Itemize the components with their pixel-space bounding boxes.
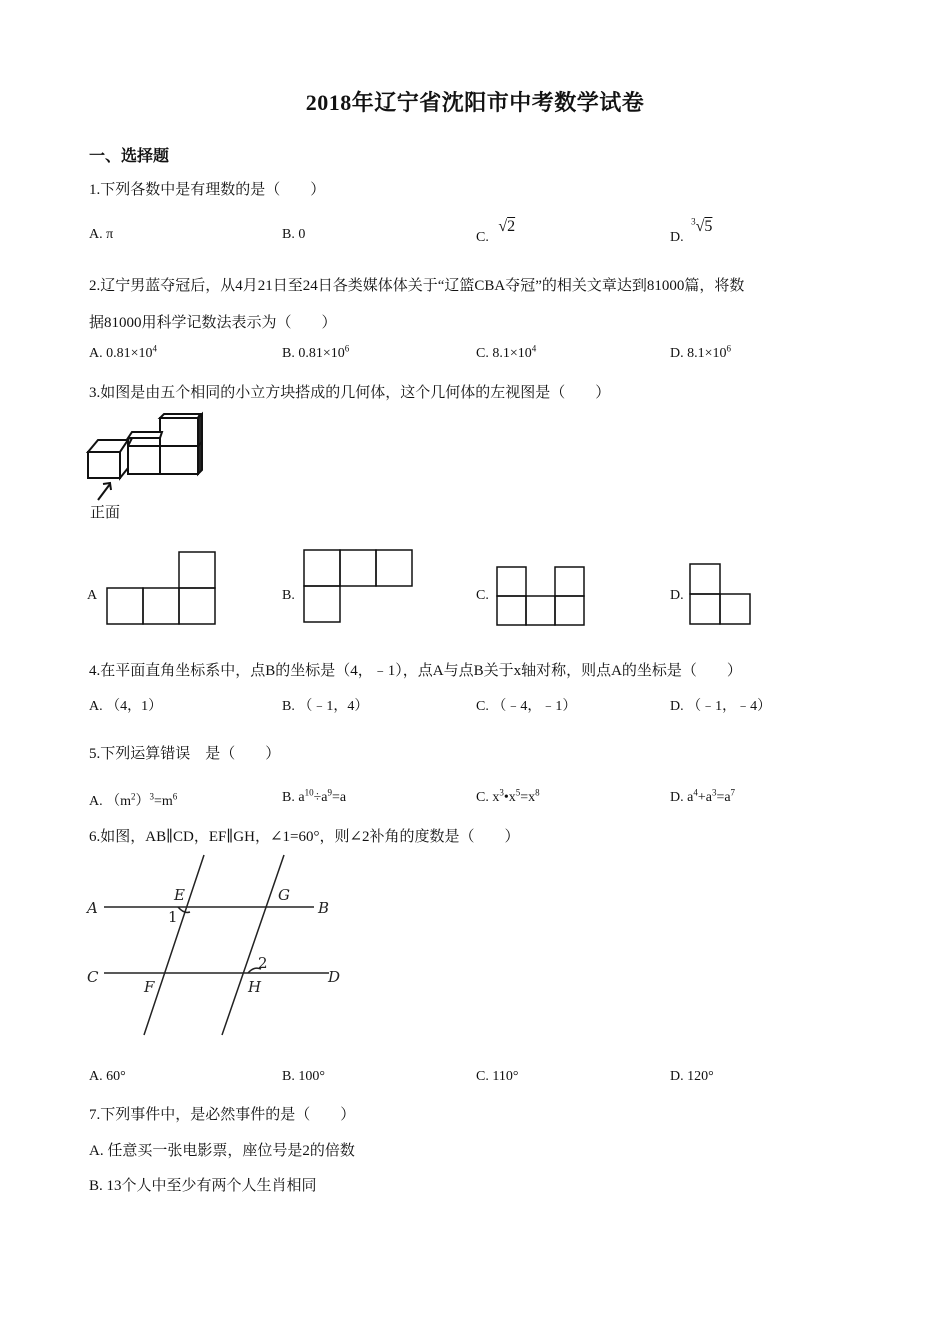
root-index: 3 (691, 216, 696, 227)
question-5-option-d: D. $a^4+a^3=a^7$ (670, 787, 736, 805)
question-5-option-c: C. $x^3•x^5=x^8$ (476, 787, 540, 805)
cube-root-expression: $^3$√5 (691, 216, 713, 235)
label-b: B (318, 899, 330, 917)
question-4-option-c: C. （﹣4，﹣1） (476, 699, 577, 714)
angle-1-label: 1 (168, 908, 178, 926)
question-1-option-a: A. π (89, 227, 114, 242)
label-f: F (144, 978, 155, 996)
question-6-option-a: A. 60° (89, 1069, 126, 1084)
label-a: A (87, 899, 98, 917)
question-2-option-b: B. $0.81\times 10^6$ (282, 343, 350, 361)
question-3-option-b-label: B. (282, 588, 295, 603)
cube-figure (86, 410, 211, 525)
question-2-stem-line-2: 据81000用科学记数法表示为（ ） (89, 315, 337, 331)
question-1-option-d (670, 216, 713, 246)
option-b-figure (303, 549, 415, 623)
page-title: 2018年辽宁省沈阳市中考数学试卷 (305, 90, 645, 115)
question-1-stem: 1.下列各数中是有理数的是（ ） (89, 182, 326, 198)
option-d-label: D. (670, 230, 684, 245)
question-5-option-b: B. $a^{10}\div a^9=a$ (282, 787, 347, 805)
question-3-option-c-label: C. (476, 588, 489, 603)
option-c-label: C. (476, 230, 489, 245)
question-2-stem-line-1: 2.辽宁男蓝夺冠后，从4月21日至24日各类媒体体关于“辽篮CBA夺冠”的相关文章达到81000篇，将数 (89, 278, 745, 294)
label-c: C (87, 968, 99, 986)
option-d-figure (689, 563, 753, 627)
question-6-stem: 6.如图，AB∥CD，EF∥GH，∠1=60°，则∠2补角的度数是（ ） (89, 829, 520, 845)
angle-2-label: 2 (258, 954, 268, 972)
radicand: 5 (704, 218, 713, 235)
question-6-option-d: D. 120° (670, 1069, 714, 1084)
question-5-stem: 5.下列运算错误 是（ ） (89, 746, 281, 762)
label-h: H (248, 978, 262, 996)
section-heading: 一、选择题 (89, 148, 170, 165)
question-4-stem: 4.在平面直角坐标系中，点B的坐标是（4，﹣1），点A与点B关于x轴对称，则点A的坐标是（ ） (89, 663, 742, 679)
question-2-option-c: C. $8.1\times 10^4$ (476, 343, 537, 361)
question-7-stem: 7.下列事件中，是必然事件的是（ ） (89, 1107, 356, 1123)
front-label: 正面 (90, 503, 121, 521)
question-4-option-a: A. （4，1） (89, 699, 163, 714)
question-2-option-a: A. $0.81\times 10^4$ (89, 343, 158, 361)
label-g: G (278, 886, 290, 904)
parallel-lines-figure (84, 850, 354, 1050)
question-6-option-c: C. 110° (476, 1069, 519, 1084)
question-4-option-b: B. （﹣1，4） (282, 699, 369, 714)
option-c-figure (496, 566, 588, 626)
question-4-option-d: D. （﹣1，﹣4） (670, 699, 772, 714)
question-7-option-a: A. 任意买一张电影票，座位号是2的倍数 (89, 1143, 355, 1159)
question-3-option-d-label: D. (670, 588, 684, 603)
question-1-option-c (476, 218, 516, 246)
question-7-option-b: B. 13个人中至少有两个人生肖相同 (89, 1178, 317, 1194)
option-a-figure (106, 551, 216, 627)
question-3-option-a-label: A (87, 588, 98, 603)
question-3-stem: 3.如图是由五个相同的小立方块搭成的几何体，这个几何体的左视图是（ ） (89, 385, 611, 401)
question-2-option-d: D. $8.1\times 10^6$ (670, 343, 732, 361)
label-e: E (174, 886, 185, 904)
radicand: 2 (507, 218, 516, 235)
question-1-option-b: B. 0 (282, 227, 306, 242)
question-5-option-a: A. $(m^2)^3=m^6$ (89, 791, 178, 809)
sqrt-expression: √2 (498, 218, 516, 235)
question-6-option-b: B. 100° (282, 1069, 325, 1084)
label-d: D (328, 968, 341, 986)
